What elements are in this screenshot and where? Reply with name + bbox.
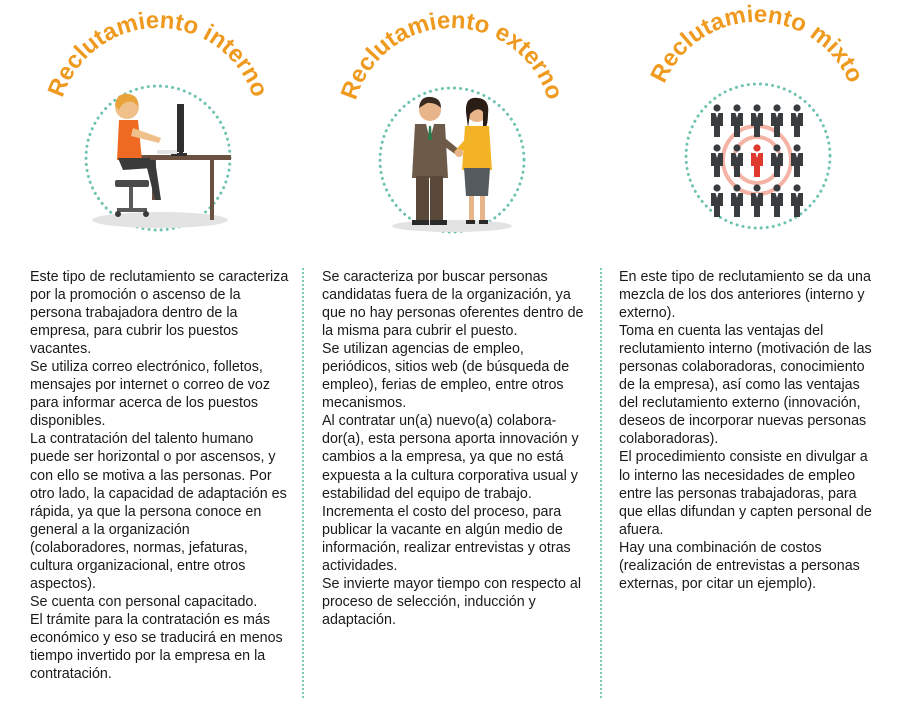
paragraph: Se utiliza correo electrónico, folletos, mensajes por internet o correo de voz para informar acerca de los puestos disponibles. — [30, 359, 270, 430]
person-icon — [791, 184, 803, 217]
person-icon — [711, 184, 723, 217]
person-icon — [711, 104, 723, 137]
column-divider — [600, 268, 602, 698]
paragraph: Se cuenta con personal capacitado. — [30, 593, 258, 610]
badge-externo-graphic — [302, 0, 602, 250]
column-externo — [322, 268, 584, 629]
person-highlight-icon — [751, 144, 763, 177]
paragraph: Hay una combinación de costos (realización de entrevistas a personas externas, por citar un ejemplo). — [619, 539, 860, 592]
paragraph: Toma en cuenta las ventajas del reclutamiento interno (motivación de las personas colaboradoras, conocimiento de la empresa), así como las ventajas del reclutamiento externo (innovación, deseos de incorporar nuevas personas colaboradoras). — [619, 323, 872, 448]
column-mixto — [619, 268, 881, 593]
person-icon — [751, 184, 763, 217]
person-icon — [751, 104, 763, 137]
paragraph: El trámite para la contratación es más económico y eso se traducirá en menos tiempo invertido por la empresa en la contratación. — [30, 611, 283, 683]
paragraph: Incrementa el costo del proceso, para publicar la vacante en algún medio de información, realizar entrevistas y otras actividades. — [322, 503, 571, 574]
paragraph: Al contratar un(a) nuevo(a) colabora-dor(a), esta persona aporta innovación y cambios a la empresa, ya que no está expuesta a la cultura corporativa usual y estabilidad del equipo de trabajo. — [322, 413, 579, 502]
person-icon — [771, 144, 783, 177]
paragraph: La contratación del talento humano puede ser horizontal o por ascensos, y con ello se motiva a las personas. Por otro lado, la capacidad de adaptación es rápida, ya que la persona conoce en general a la organización (colaboradores, normas, jefaturas, cultura organizacional, entre otros aspectos). — [30, 431, 287, 592]
person-icon — [791, 144, 803, 177]
handshake-icon — [392, 97, 512, 232]
paragraph: En este tipo de reclutamiento se da una mezcla de los dos anteriores (interno y externo). — [619, 269, 871, 322]
person-icon — [731, 144, 743, 177]
section-title-externo: Reclutamiento externo — [335, 6, 569, 103]
column-interno — [30, 268, 292, 683]
paragraph: Se invierte mayor tiempo con respecto al proceso de selección, inducción y adaptación. — [322, 575, 582, 628]
paragraph: Se utilizan agencias de empleo, periódicos, sitios web (de búsqueda de empleo), ferias de empleo, entre otros mecanismos. — [322, 341, 570, 412]
badge-mixto-graphic — [605, 0, 900, 250]
badge-interno — [5, 0, 305, 250]
section-title-interno: Reclutamiento interno — [42, 6, 274, 101]
badge-mixto — [605, 0, 900, 250]
column-divider — [302, 268, 304, 698]
paragraph: El procedimiento consiste en divulgar a lo interno las necesidades de empleo entre las personas trabajadoras, para que ellas difundan y capten personal de afuera. — [619, 449, 872, 538]
person-icon — [711, 144, 723, 177]
paragraph: Este tipo de reclutamiento se caracteriza por la promoción o ascenso de la persona trabajadora dentro de la empresa, para cubrir los puestos vacantes. — [30, 269, 289, 358]
paragraph: Se caracteriza por buscar personas candidatas fuera de la organización, ya que no hay personas oferentes dentro de la misma para cubrir el puesto. — [322, 269, 584, 340]
office-worker-icon — [92, 94, 231, 228]
badge-externo — [302, 0, 602, 250]
section-title-mixto: Reclutamiento mixto — [645, 0, 869, 87]
person-icon — [791, 104, 803, 137]
crowd-target-icon — [711, 104, 803, 217]
badge-interno-graphic — [5, 0, 305, 250]
